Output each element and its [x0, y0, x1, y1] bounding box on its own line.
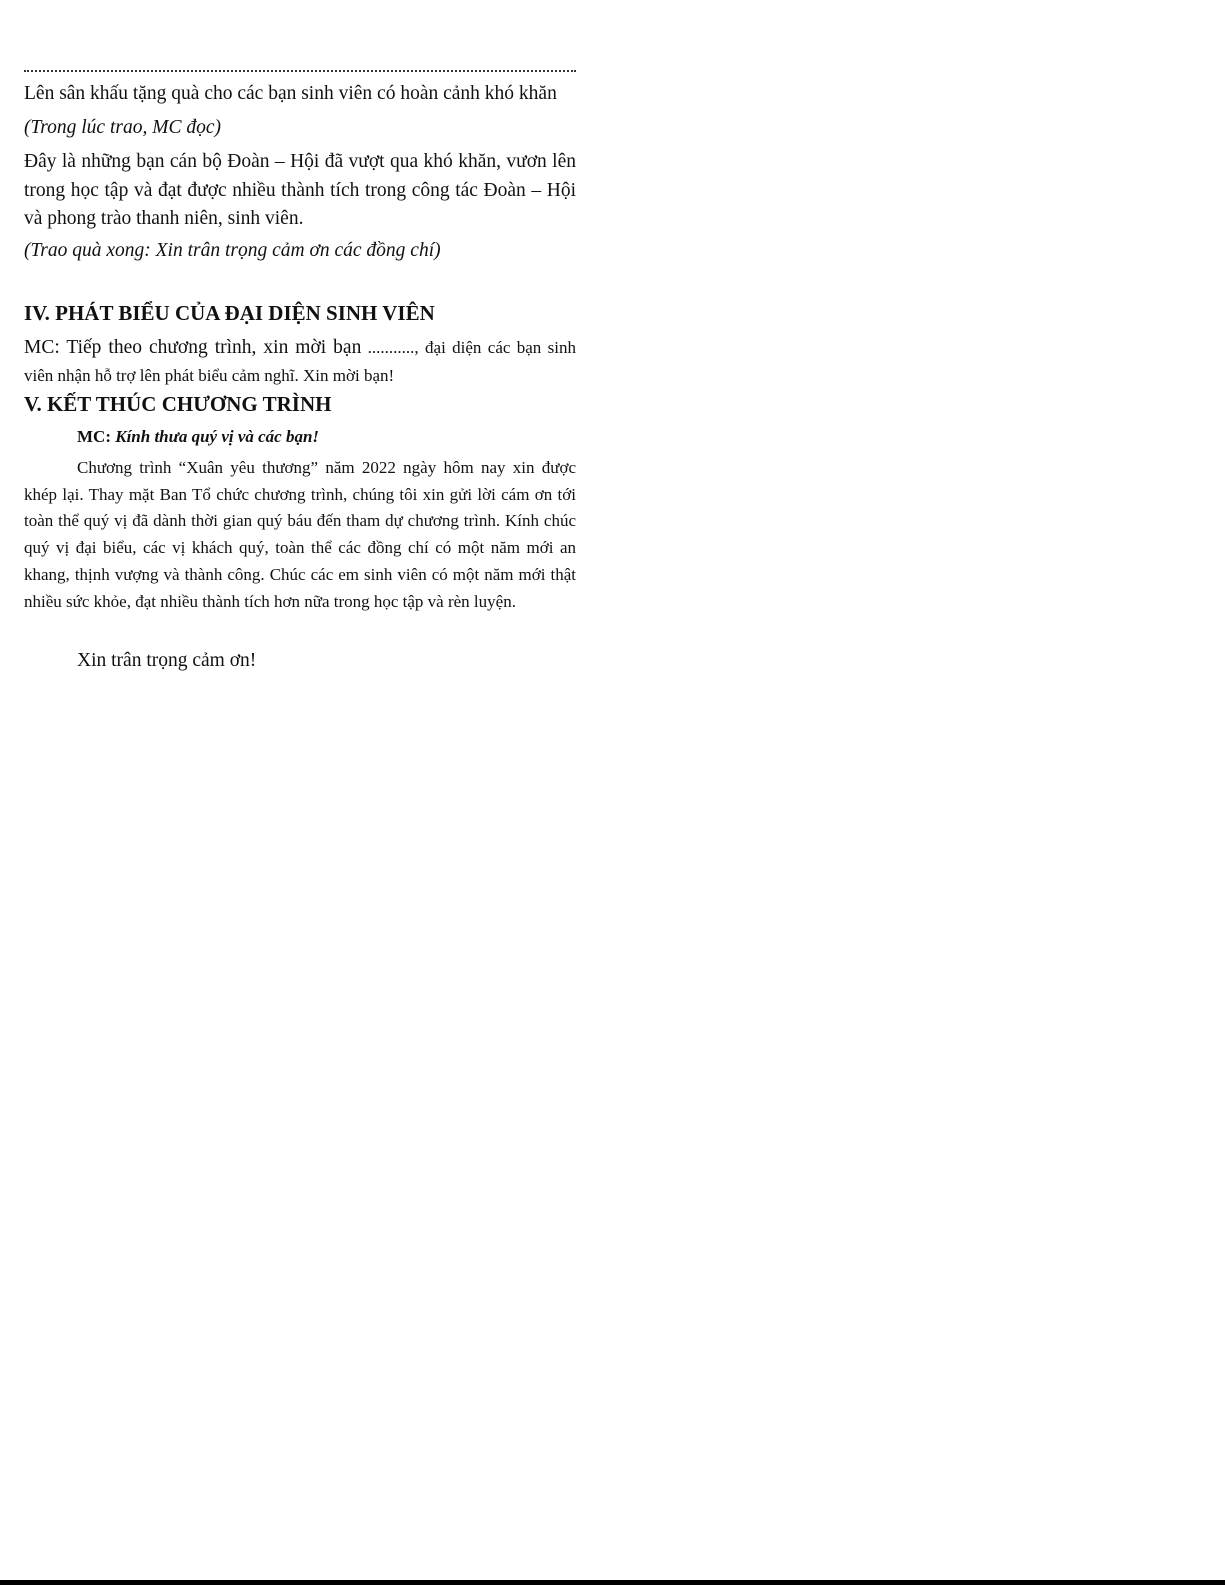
section-iv-text-b: ..........., đại diện các bạn sinh viên nhận hỗ trợ lên phát biểu cảm nghĩ. Xin mời bạn! — [24, 338, 576, 385]
recipients-description: Đây là những bạn cán bộ Đoàn – Hội đã vượt qua khó khăn, vươn lên trong học tập và đạt được nhiều thành tích trong công tác Đoàn – Hội và phong trào thanh niên, sinh viên. — [24, 151, 576, 229]
closing-paragraph: Chương trình “Xuân yêu thương” năm 2022 ngày hôm nay xin được khép lại. Thay mặt Ban Tổ chức chương trình, chúng tôi xin gửi lời cám ơn tới toàn thể quý vị đã dành thời gian quý báu đến tham dự chương trình. Kính chúc quý vị đại biểu, các vị khách quý, toàn thể các đồng chí có một năm mới an khang, thịnh vượng và thành công. Chúc các em sinh viên có một năm mới thật nhiều sức khỏe, đạt nhiều thành tích hơn nữa trong học tập và rèn luyện. — [24, 458, 576, 611]
mc-label: MC: — [77, 427, 116, 446]
closing-thanks: Xin trân trọng cảm ơn! — [77, 650, 257, 671]
stage-note-after: (Trao quà xong: Xin trân trọng cảm ơn các đồng chí) — [24, 240, 441, 261]
stage-note-during: (Trong lúc trao, MC đọc) — [24, 117, 221, 138]
section-v-heading: V. KẾT THÚC CHƯƠNG TRÌNH — [24, 392, 332, 416]
mc-greeting-line — [77, 426, 319, 448]
section-iv-text-a: MC: Tiếp theo chương trình, xin mời bạn — [24, 337, 362, 358]
gift-instruction: Lên sân khấu tặng quà cho các bạn sinh viên có hoàn cảnh khó khăn — [24, 83, 557, 104]
dotted-separator — [24, 58, 576, 72]
mc-greeting: Kính thưa quý vị và các bạn! — [115, 427, 320, 446]
section-iv-paragraph — [24, 334, 576, 390]
section-iv-heading: IV. PHÁT BIỂU CỦA ĐẠI DIỆN SINH VIÊN — [24, 301, 435, 325]
page-bottom-border — [0, 1580, 1225, 1585]
